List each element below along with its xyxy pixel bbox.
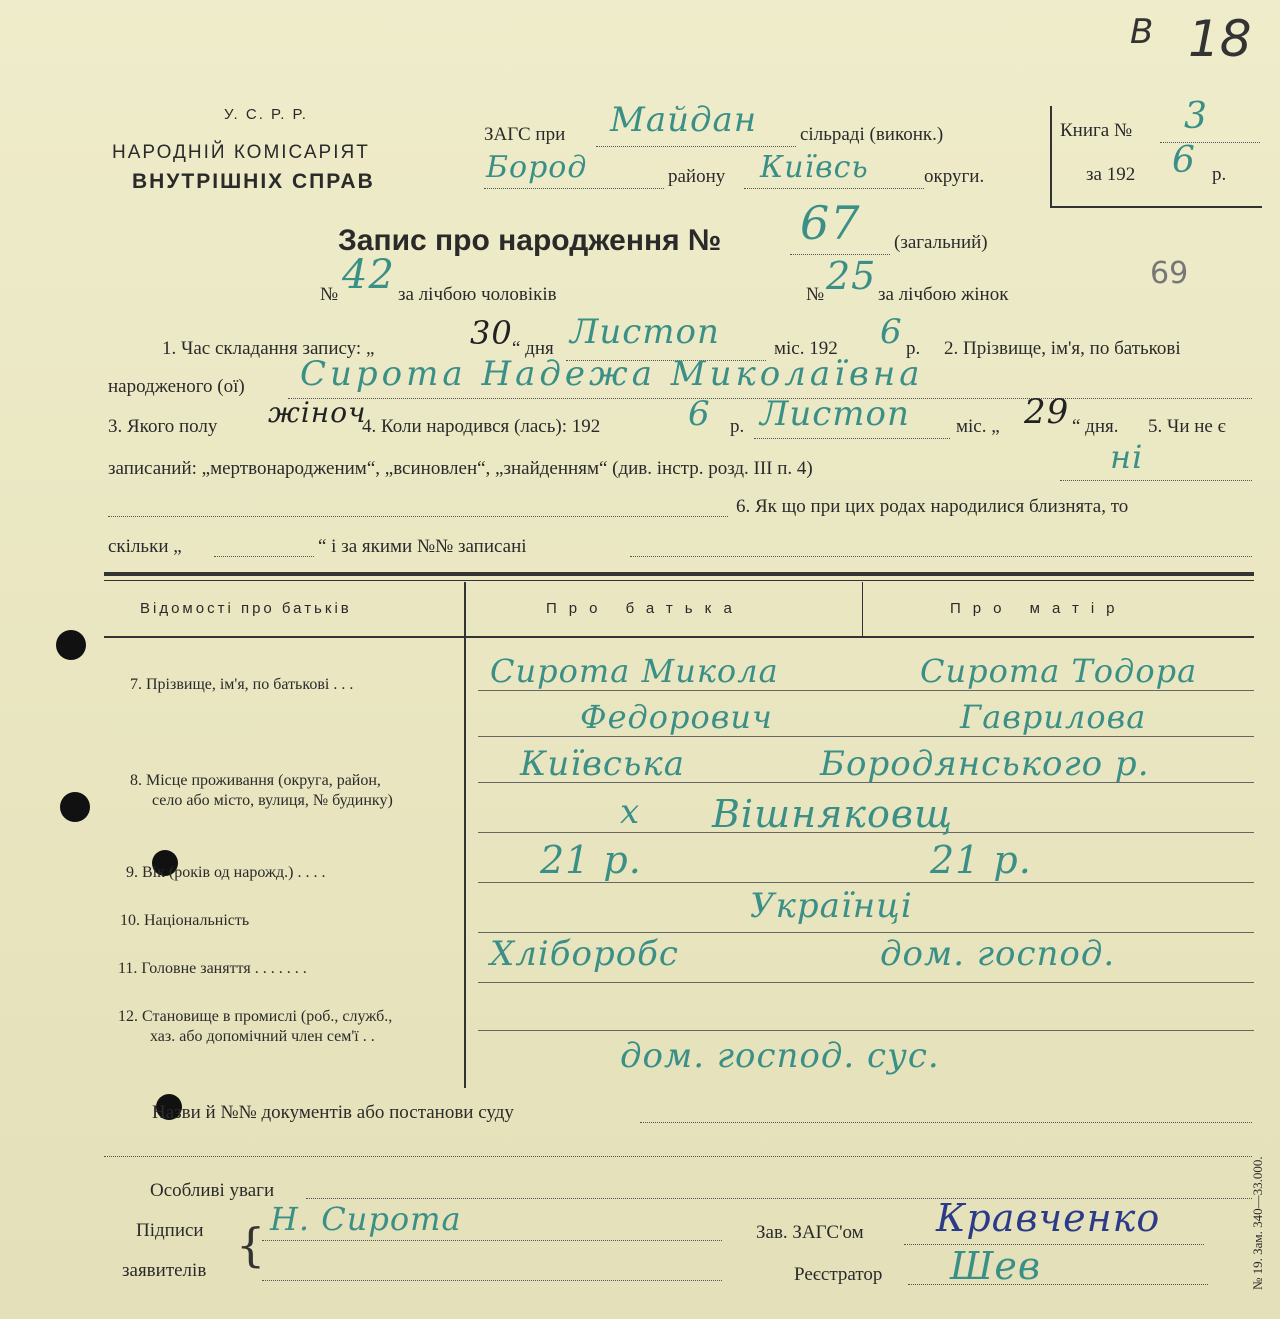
record-general: (загальний)	[894, 232, 988, 253]
record-number: 67	[800, 196, 861, 250]
zags-suffix: сільраді (виконк.)	[800, 124, 944, 145]
mother-patronymic: Гаврилова	[960, 698, 1147, 736]
table-row-label: 11. Головне заняття . . . . . . .	[118, 960, 307, 977]
zags-district-label: району	[668, 166, 726, 187]
table-row-label: 9. Вік (років од нарожд.) . . . .	[126, 864, 326, 881]
zags-okrug-label: округи.	[924, 166, 985, 187]
punch-hole	[56, 630, 86, 660]
field3-value: жіноч	[268, 396, 367, 429]
zags-village: Майдан	[610, 100, 758, 140]
male-count-prefix: №	[320, 284, 339, 305]
zags-district: Бород	[486, 150, 588, 185]
field6-label2: скільки „	[108, 536, 182, 557]
female-count-prefix: №	[806, 284, 825, 305]
corner-mark-right: 18	[1188, 10, 1252, 68]
header-ussr: У. С. Р. Р.	[224, 106, 308, 123]
table-row-label: 10. Національність	[120, 912, 250, 929]
table-row-label: хаз. або допомічний член сем'ї . .	[150, 1028, 375, 1045]
field4-year: 6	[688, 394, 711, 434]
field1-year-label: р.	[906, 338, 921, 359]
field5-label2: записаний: „мертвонародженим“, „всиновлен“, „знайденням“ (див. інстр. розд. III п. 4)	[108, 458, 813, 479]
mother-residence-2: Вішняковщ	[712, 792, 953, 836]
father-occupation: Хліборобс	[490, 934, 679, 974]
field5-label: 5. Чи не є	[1148, 416, 1226, 437]
field4-day: 29	[1024, 392, 1070, 432]
table-header-mother: Про матір	[950, 600, 1127, 617]
record-corrected-number: 69	[1150, 256, 1189, 291]
field2-label: 2. Прізвище, ім'я, по батькові	[944, 338, 1181, 359]
male-count-number: 42	[342, 252, 395, 298]
table-row-label: 12. Становище в промислі (роб., служб.,	[118, 1008, 393, 1025]
print-run-note: № 19. Зам. 340—33.000.	[1250, 1156, 1265, 1290]
field4-year-label: р.	[730, 416, 745, 437]
book-year-digit: 6	[1172, 140, 1196, 181]
field1-day-label: “ дня	[512, 338, 554, 359]
mother-residence: Бородянського р.	[820, 744, 1150, 784]
zags-okrug: Київсь	[760, 150, 869, 185]
field4-month: Листоп	[760, 394, 910, 434]
registrar-label: Реєстратор	[794, 1264, 883, 1285]
header-internal-affairs: ВНУТРІШНІХ СПРАВ	[132, 170, 375, 193]
signatures-label-2: заявителів	[122, 1260, 207, 1281]
table-header-info: Відомості про батьків	[140, 600, 352, 617]
zags-prefix: ЗАГС при	[484, 124, 566, 145]
mother-age: 21 р.	[930, 838, 1032, 882]
field1-month: Листоп	[570, 312, 720, 352]
father-patronymic: Федорович	[580, 698, 773, 736]
field2-label2: народженого (ої)	[108, 376, 245, 397]
father-age: 21 р.	[540, 838, 642, 882]
corner-mark-left: В	[1130, 12, 1154, 52]
table-row-label: 7. Прізвище, ім'я, по батькові . . .	[130, 676, 354, 693]
header-commissariat: НАРОДНІЙ КОМІСАРІЯТ	[112, 142, 370, 163]
table-header-father: Про батька	[546, 600, 744, 617]
remarks-label: Особливі уваги	[150, 1180, 275, 1201]
father-residence-2: х	[620, 792, 641, 832]
applicant-signature: Н. Сирота	[270, 1200, 462, 1238]
field5-value: ні	[1110, 438, 1144, 476]
mother-name: Сирота Тодора	[920, 652, 1198, 690]
documents-label: Назви й №№ документів або постанови суду	[152, 1102, 514, 1123]
book-label: Книга №	[1060, 120, 1133, 141]
table-row-label: село або місто, вулиця, № будинку)	[152, 792, 393, 809]
field2-value: Сирота Надежа Миколаївна	[300, 354, 924, 394]
signatures-label: Підписи	[136, 1220, 204, 1241]
field6-label3: “ і за якими №№ записані	[318, 536, 527, 557]
father-name: Сирота Микола	[490, 652, 779, 690]
field4-month-label: міс. „	[956, 416, 1000, 437]
female-count-number: 25	[826, 254, 877, 298]
male-count-label: за лічбою чоловіків	[398, 284, 557, 305]
field1-label: 1. Час складання запису: „	[162, 338, 375, 359]
nationality: Українці	[750, 886, 913, 926]
field1-day: 30	[470, 314, 513, 352]
field1-month-label: міс. 192	[774, 338, 838, 359]
female-count-label: за лічбою жінок	[878, 284, 1009, 305]
brace-icon: {	[236, 1218, 266, 1272]
mother-occupation: дом. господ.	[880, 934, 1116, 974]
book-year-suffix: р.	[1212, 164, 1227, 185]
field4-label: 4. Коли народився (лась): 192	[362, 416, 601, 437]
father-residence: Київська	[520, 744, 686, 784]
registrar-signature: Шев	[950, 1244, 1041, 1288]
head-signature: Кравченко	[936, 1196, 1161, 1240]
book-number: 3	[1184, 96, 1208, 137]
record-title: Запис про народження №	[338, 224, 722, 257]
head-label: Зав. ЗАГС'ом	[756, 1222, 864, 1243]
field6-label: 6. Як що при цих родах народилися близнята, то	[736, 496, 1129, 517]
punch-hole	[60, 792, 90, 822]
industry-status: дом. господ. сус.	[620, 1036, 940, 1076]
book-year-label: за 192	[1086, 164, 1136, 185]
table-row-label: 8. Місце проживання (округа, район,	[130, 772, 381, 789]
field3-label: 3. Якого полу	[108, 416, 218, 437]
field4-day-label: “ дня.	[1072, 416, 1119, 437]
field1-year: 6	[880, 312, 903, 352]
